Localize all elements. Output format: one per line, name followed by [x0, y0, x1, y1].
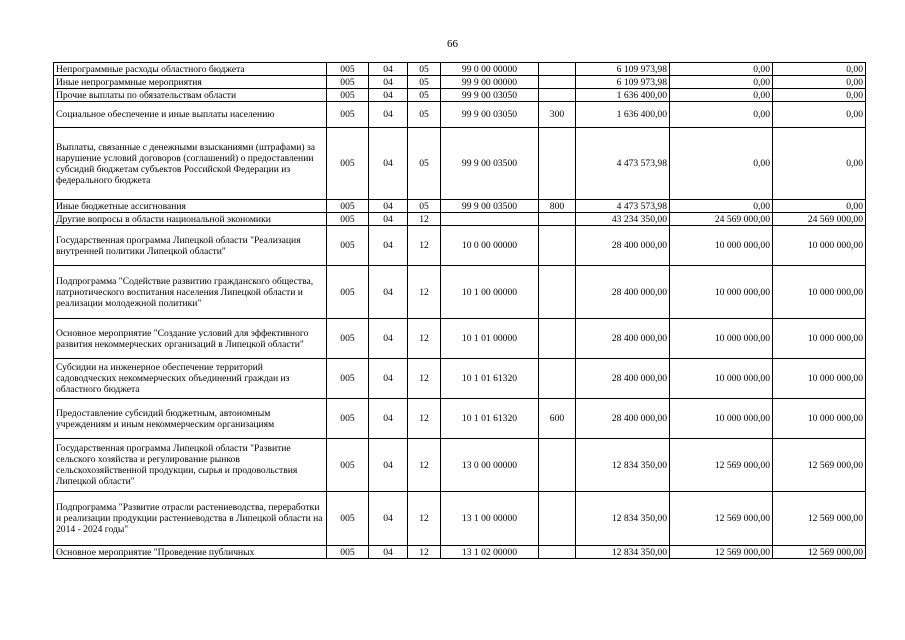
target-item-cell: 99 9 00 03050 [441, 89, 539, 102]
table-row [54, 266, 866, 319]
subsection-cell: 05 [408, 76, 441, 89]
table-row [54, 128, 866, 200]
amount-year2-cell: 24 569 000,00 [670, 213, 773, 226]
target-item-cell: 99 9 00 03050 [441, 102, 539, 128]
amount-year3-cell: 0,00 [773, 102, 866, 128]
amount-year2-cell: 10 000 000,00 [670, 359, 773, 399]
amount-year3-cell: 10 000 000,00 [773, 319, 866, 359]
name-cell: Государственная программа Липецкой области "Реализация внутренней политики Липецкой области" [54, 226, 327, 266]
target-item-cell: 13 1 00 00000 [441, 492, 539, 546]
subsection-cell: 05 [408, 200, 441, 213]
grbs-cell: 005 [327, 63, 369, 76]
target-item-cell: 99 9 00 00000 [441, 76, 539, 89]
amount-year1-cell: 4 473 573,98 [576, 128, 670, 200]
name-cell: Другие вопросы в области национальной экономики [54, 213, 327, 226]
table-row [54, 546, 866, 559]
subsection-cell: 12 [408, 226, 441, 266]
page-number: 66 [447, 38, 458, 50]
table-row [54, 492, 866, 546]
subsection-cell: 12 [408, 399, 441, 439]
subsection-cell: 05 [408, 63, 441, 76]
name-cell: Непрограммные расходы областного бюджета [54, 63, 327, 76]
grbs-cell: 005 [327, 439, 369, 492]
grbs-cell: 005 [327, 399, 369, 439]
amount-year2-cell: 10 000 000,00 [670, 399, 773, 439]
amount-year2-cell: 0,00 [670, 76, 773, 89]
section-cell: 04 [369, 319, 408, 359]
name-cell: Предоставление субсидий бюджетным, автономным учреждениям и иным некоммерческим организациям [54, 399, 327, 439]
section-cell: 04 [369, 439, 408, 492]
grbs-cell: 005 [327, 213, 369, 226]
expense-type-cell: 300 [539, 102, 576, 128]
grbs-cell: 005 [327, 359, 369, 399]
amount-year2-cell: 0,00 [670, 89, 773, 102]
table-row [54, 226, 866, 266]
table-row [54, 89, 866, 102]
subsection-cell: 05 [408, 89, 441, 102]
grbs-cell: 005 [327, 200, 369, 213]
section-cell: 04 [369, 102, 408, 128]
amount-year1-cell: 43 234 350,00 [576, 213, 670, 226]
section-cell: 04 [369, 399, 408, 439]
section-cell: 04 [369, 266, 408, 319]
section-cell: 04 [369, 76, 408, 89]
subsection-cell: 12 [408, 319, 441, 359]
name-cell: Выплаты, связанные с денежными взысканиями (штрафами) за нарушение условий договоров (соглашений) о предоставлении субсидий бюджетам субъектов Российской Федерации из федерального бюджета [54, 128, 327, 200]
expense-type-cell [539, 319, 576, 359]
name-cell: Прочие выплаты по обязательствам области [54, 89, 327, 102]
expense-type-cell [539, 266, 576, 319]
expense-type-cell [539, 213, 576, 226]
target-item-cell: 13 0 00 00000 [441, 439, 539, 492]
expense-type-cell: 600 [539, 399, 576, 439]
table-row [54, 359, 866, 399]
subsection-cell: 12 [408, 492, 441, 546]
name-cell: Иные бюджетные ассигнования [54, 200, 327, 213]
amount-year1-cell: 28 400 000,00 [576, 266, 670, 319]
amount-year2-cell: 12 569 000,00 [670, 546, 773, 559]
name-cell: Подпрограмма "Содействие развитию гражданского общества, патриотического воспитания населения Липецкой области и реализации молодежной политики" [54, 266, 327, 319]
grbs-cell: 005 [327, 266, 369, 319]
subsection-cell: 12 [408, 439, 441, 492]
amount-year3-cell: 12 569 000,00 [773, 492, 866, 546]
target-item-cell: 99 9 00 03500 [441, 128, 539, 200]
name-cell: Основное мероприятие "Создание условий для эффективного развития некоммерческих организаций в Липецкой области" [54, 319, 327, 359]
subsection-cell: 12 [408, 266, 441, 319]
amount-year3-cell: 10 000 000,00 [773, 359, 866, 399]
section-cell: 04 [369, 89, 408, 102]
table-row [54, 439, 866, 492]
amount-year1-cell: 12 834 350,00 [576, 546, 670, 559]
amount-year2-cell: 0,00 [670, 63, 773, 76]
amount-year3-cell: 0,00 [773, 200, 866, 213]
name-cell: Государственная программа Липецкой области "Развитие сельского хозяйства и регулирование рынков сельскохозяйственной продукции, сырья и продовольствия Липецкой области" [54, 439, 327, 492]
expense-type-cell [539, 359, 576, 399]
amount-year2-cell: 10 000 000,00 [670, 266, 773, 319]
expense-type-cell [539, 63, 576, 76]
expense-type-cell [539, 226, 576, 266]
target-item-cell: 10 1 01 00000 [441, 319, 539, 359]
subsection-cell: 12 [408, 359, 441, 399]
subsection-cell: 05 [408, 102, 441, 128]
expense-type-cell [539, 439, 576, 492]
name-cell: Социальное обеспечение и иные выплаты населению [54, 102, 327, 128]
table-row [54, 102, 866, 128]
name-cell: Подпрограмма "Развитие отрасли растениеводства, переработки и реализации продукции растениеводства в Липецкой области на 2014 - 2024 годы" [54, 492, 327, 546]
amount-year2-cell: 12 569 000,00 [670, 439, 773, 492]
amount-year3-cell: 0,00 [773, 63, 866, 76]
target-item-cell [441, 213, 539, 226]
grbs-cell: 005 [327, 546, 369, 559]
target-item-cell: 10 1 01 61320 [441, 359, 539, 399]
table-row [54, 213, 866, 226]
amount-year1-cell: 28 400 000,00 [576, 399, 670, 439]
grbs-cell: 005 [327, 102, 369, 128]
expense-type-cell: 800 [539, 200, 576, 213]
amount-year1-cell: 6 109 973,98 [576, 76, 670, 89]
grbs-cell: 005 [327, 128, 369, 200]
expense-type-cell [539, 492, 576, 546]
amount-year2-cell: 10 000 000,00 [670, 319, 773, 359]
amount-year3-cell: 10 000 000,00 [773, 399, 866, 439]
amount-year2-cell: 10 000 000,00 [670, 226, 773, 266]
name-cell: Субсидии на инженерное обеспечение территорий садоводческих некоммерческих объединений граждан из областного бюджета [54, 359, 327, 399]
subsection-cell: 05 [408, 128, 441, 200]
section-cell: 04 [369, 213, 408, 226]
grbs-cell: 005 [327, 492, 369, 546]
amount-year2-cell: 0,00 [670, 128, 773, 200]
section-cell: 04 [369, 359, 408, 399]
subsection-cell: 12 [408, 213, 441, 226]
amount-year3-cell: 0,00 [773, 76, 866, 89]
amount-year3-cell: 10 000 000,00 [773, 266, 866, 319]
section-cell: 04 [369, 226, 408, 266]
amount-year1-cell: 4 473 573,98 [576, 200, 670, 213]
section-cell: 04 [369, 546, 408, 559]
amount-year1-cell: 12 834 350,00 [576, 492, 670, 546]
amount-year3-cell: 12 569 000,00 [773, 439, 866, 492]
budget-table [53, 62, 866, 559]
grbs-cell: 005 [327, 226, 369, 266]
table-row [54, 319, 866, 359]
expense-type-cell [539, 128, 576, 200]
expense-type-cell [539, 89, 576, 102]
section-cell: 04 [369, 200, 408, 213]
table-row [54, 63, 866, 76]
target-item-cell: 10 1 01 61320 [441, 399, 539, 439]
section-cell: 04 [369, 128, 408, 200]
grbs-cell: 005 [327, 76, 369, 89]
amount-year3-cell: 10 000 000,00 [773, 226, 866, 266]
table-row [54, 200, 866, 213]
table-row [54, 399, 866, 439]
target-item-cell: 99 0 00 00000 [441, 63, 539, 76]
table-row [54, 76, 866, 89]
amount-year1-cell: 6 109 973,98 [576, 63, 670, 76]
expense-type-cell [539, 76, 576, 89]
section-cell: 04 [369, 492, 408, 546]
amount-year1-cell: 12 834 350,00 [576, 439, 670, 492]
grbs-cell: 005 [327, 319, 369, 359]
amount-year1-cell: 28 400 000,00 [576, 359, 670, 399]
expense-type-cell [539, 546, 576, 559]
amount-year1-cell: 1 636 400,00 [576, 89, 670, 102]
name-cell: Основное мероприятие "Проведение публичных [54, 546, 327, 559]
name-cell: Иные непрограммные мероприятия [54, 76, 327, 89]
target-item-cell: 10 1 00 00000 [441, 266, 539, 319]
amount-year1-cell: 28 400 000,00 [576, 319, 670, 359]
amount-year1-cell: 28 400 000,00 [576, 226, 670, 266]
amount-year3-cell: 24 569 000,00 [773, 213, 866, 226]
amount-year3-cell: 12 569 000,00 [773, 546, 866, 559]
target-item-cell: 10 0 00 00000 [441, 226, 539, 266]
section-cell: 04 [369, 63, 408, 76]
amount-year3-cell: 0,00 [773, 128, 866, 200]
grbs-cell: 005 [327, 89, 369, 102]
amount-year2-cell: 0,00 [670, 200, 773, 213]
amount-year3-cell: 0,00 [773, 89, 866, 102]
amount-year1-cell: 1 636 400,00 [576, 102, 670, 128]
amount-year2-cell: 0,00 [670, 102, 773, 128]
target-item-cell: 13 1 02 00000 [441, 546, 539, 559]
amount-year2-cell: 12 569 000,00 [670, 492, 773, 546]
subsection-cell: 12 [408, 546, 441, 559]
target-item-cell: 99 9 00 03500 [441, 200, 539, 213]
